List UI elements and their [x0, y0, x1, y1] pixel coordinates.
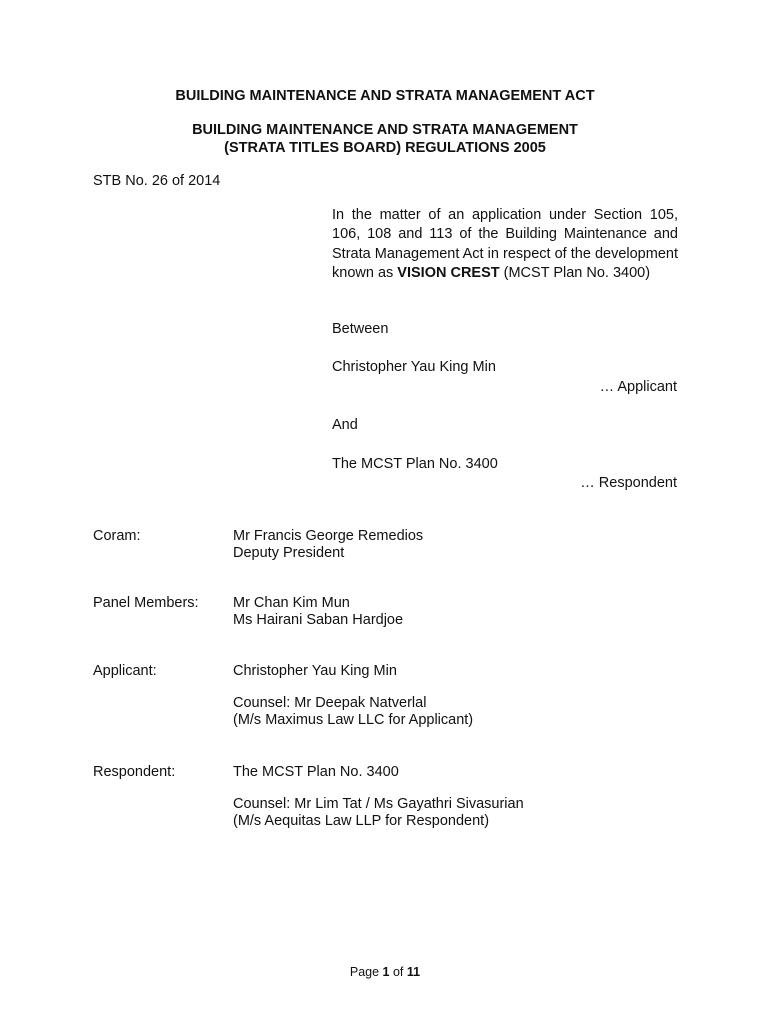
- applicant-counsel: Counsel: Mr Deepak Natverlal: [233, 695, 427, 711]
- case-number: STB No. 26 of 2014: [93, 173, 221, 189]
- panel-member-2: Ms Hairani Saban Hardjoe: [233, 612, 404, 628]
- matter-text-before: In the matter of an application under Section 105, 106, 108 and 113 of the Building Maintenance and Strata Management Act in respect of the development known as: [332, 207, 678, 281]
- applicant-party-name: Christopher Yau King Min: [332, 359, 496, 375]
- of-label: of: [392, 965, 404, 979]
- panel-members-value: [233, 595, 403, 629]
- development-name: VISION CREST: [397, 264, 500, 281]
- and-label: And: [332, 417, 358, 433]
- between-label: Between: [332, 321, 389, 337]
- applicant-label: Applicant:: [93, 663, 157, 679]
- coram-value: [233, 528, 423, 562]
- regulations-title: [0, 121, 770, 157]
- respondent-counsel-block: [233, 796, 524, 830]
- matter-paragraph: [332, 206, 678, 283]
- page-label: Page: [349, 965, 380, 979]
- applicant-role: … Applicant: [599, 379, 677, 395]
- respondent-firm: (M/s Aequitas Law LLP for Respondent): [233, 813, 490, 829]
- coram-title: Deputy President: [233, 545, 345, 561]
- page-footer: [0, 965, 770, 979]
- respondent-role: … Respondent: [580, 475, 677, 491]
- applicant-detail-name: Christopher Yau King Min: [233, 663, 397, 679]
- coram-name: Mr Francis George Remedios: [233, 528, 424, 544]
- respondent-detail-name: The MCST Plan No. 3400: [233, 764, 399, 780]
- respondent-counsel: Counsel: Mr Lim Tat / Ms Gayathri Sivasurian: [233, 796, 524, 812]
- regulations-title-line2: (STRATA TITLES BOARD) REGULATIONS 2005: [224, 140, 546, 156]
- applicant-counsel-block: [233, 695, 473, 729]
- respondent-party-name: The MCST Plan No. 3400: [332, 456, 498, 472]
- page-total: 11: [406, 965, 421, 979]
- page-current: 1: [382, 965, 390, 979]
- coram-label: Coram:: [93, 528, 141, 544]
- panel-members-label: Panel Members:: [93, 595, 199, 611]
- act-title: BUILDING MAINTENANCE AND STRATA MANAGEMENT ACT: [175, 88, 595, 104]
- respondent-label: Respondent:: [93, 764, 176, 780]
- matter-text-after: (MCST Plan No. 3400): [499, 264, 651, 281]
- applicant-firm: (M/s Maximus Law LLC for Applicant): [233, 712, 474, 728]
- panel-member-1: Mr Chan Kim Mun: [233, 595, 350, 611]
- regulations-title-line1: BUILDING MAINTENANCE AND STRATA MANAGEMENT: [192, 122, 578, 138]
